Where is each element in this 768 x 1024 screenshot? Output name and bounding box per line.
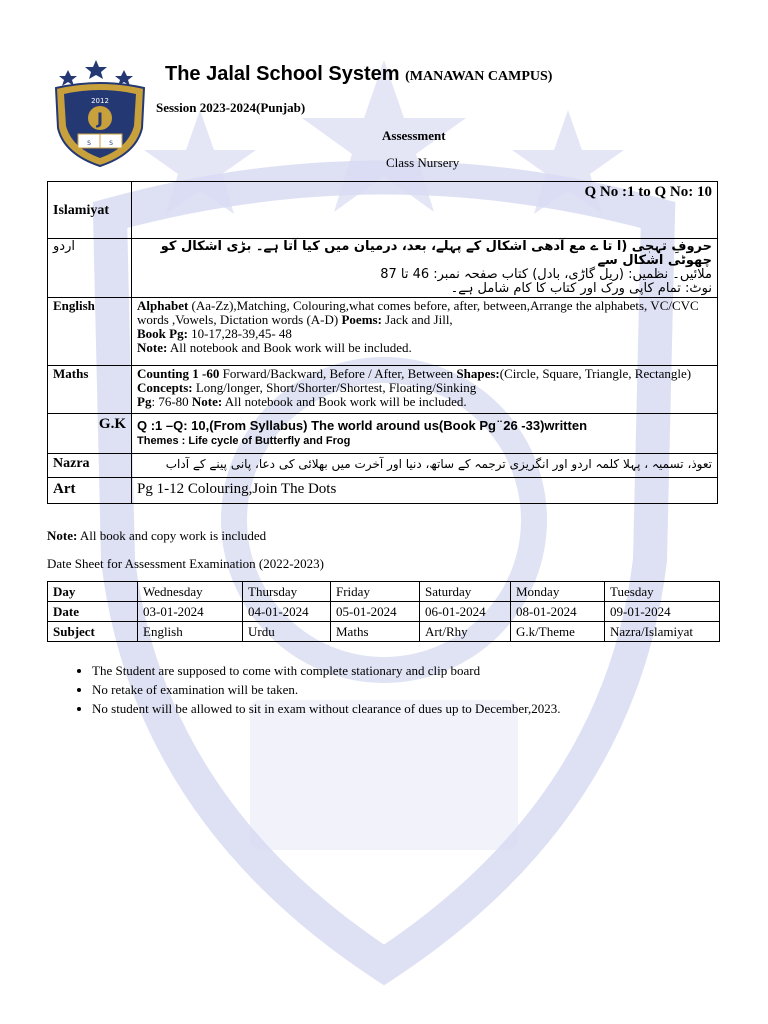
date-sheet-cell: Monday [511, 582, 605, 602]
instruction-item: • The Student are supposed to come with complete stationary and clip board [92, 661, 732, 680]
general-note-label: Note: [47, 528, 78, 543]
date-sheet-cell: Saturday [420, 582, 511, 602]
english-book-text: 10-17,28-39,45- 48 [187, 326, 292, 341]
row-art [48, 478, 718, 504]
maths-note-label: Note: [191, 394, 223, 409]
date-sheet-title: Date Sheet for Assessment Examination (2022-2023) [47, 556, 324, 571]
date-sheet-table [47, 581, 720, 642]
class-name: Class Nursery [386, 155, 460, 170]
date-sheet-cell: Tuesday [605, 582, 720, 602]
art-content: Pg 1-12 Colouring,Join The Dots [132, 478, 718, 504]
row-islamiyat [48, 182, 718, 239]
date-sheet-cell: Maths [331, 622, 420, 642]
islamiyat-content: Q No :1 to Q No: 10 [132, 182, 718, 239]
subject-english: English [48, 298, 132, 366]
date-sheet-cell: 06-01-2024 [420, 602, 511, 622]
campus-name: (MANAWAN CAMPUS) [405, 69, 553, 84]
maths-shapes-label: Shapes: [456, 366, 500, 381]
english-poems-text: Jack and Jill, [381, 312, 453, 327]
maths-note-text: All notebook and Book work will be included. [222, 394, 467, 409]
english-note-text: All notebook and Book work will be included. [167, 340, 412, 355]
syllabus-table [47, 181, 718, 504]
date-sheet-cell: 04-01-2024 [243, 602, 331, 622]
date-sheet-row-day [48, 582, 720, 602]
date-sheet-cell: Friday [331, 582, 420, 602]
urdu-line-1: حروفِ تہجی (ا تا ے مع آدھی اشکال کے پہلے، بعد، درمیان میں کیا آتا ہے۔ بڑی اشکال کو چھوٹی اشکال سے [160, 239, 712, 268]
row-english [48, 298, 718, 366]
english-content [132, 298, 718, 366]
date-sheet-cell: G.k/Theme [511, 622, 605, 642]
maths-concepts-label: Concepts: [137, 380, 193, 395]
maths-counting-text: Forward/Backward, Before / After, Between [219, 366, 457, 381]
subject-nazra: Nazra [48, 454, 132, 478]
subject-urdu: اردو [48, 239, 132, 298]
date-sheet-cell: 09-01-2024 [605, 602, 720, 622]
subject-art: Art [48, 478, 132, 504]
logo-small-letter-1: S [87, 140, 91, 147]
date-sheet-label-day: Day [48, 582, 138, 602]
subject-gk: G.K [48, 414, 132, 454]
maths-counting-label: Counting 1 -60 [137, 366, 220, 381]
date-sheet-cell: Nazra/Islamiyat [605, 622, 720, 642]
maths-shapes-text: (Circle, Square, Triangle, Rectangle) [499, 366, 692, 381]
assessment-title: Assessment [382, 128, 446, 143]
logo-small-letter-2: S [109, 140, 113, 147]
english-poems-label: Poems: [341, 312, 382, 327]
general-note [47, 528, 266, 544]
nazra-content: تعوذ، تسمیہ ، پہلا کلمہ اردو اور انگریزی ترجمہ کے ساتھ، دنیا اور آخرت میں بھلائی کی دعا، پانی پینے کے آداب [132, 454, 718, 478]
row-gk [48, 414, 718, 454]
row-urdu [48, 239, 718, 298]
maths-concepts-text: Long/longer, Short/Shorter/Shortest, Floating/Sinking [192, 380, 477, 395]
date-sheet-cell: 08-01-2024 [511, 602, 605, 622]
date-sheet-cell: Urdu [243, 622, 331, 642]
urdu-line-2: ملائیں۔ نظمیں: (ریل گاڑی، بادل) کتاب صفحہ نمبر: 46 تا 87 [380, 267, 712, 282]
session-text: Session 2023-2024(Punjab) [156, 100, 306, 115]
english-note-label: Note: [137, 340, 168, 355]
maths-pg-text: : 76-80 [151, 394, 192, 409]
date-sheet-cell: Thursday [243, 582, 331, 602]
date-sheet-cell: 03-01-2024 [138, 602, 243, 622]
date-sheet-cell: 05-01-2024 [331, 602, 420, 622]
date-sheet-label-subject: Subject [48, 622, 138, 642]
maths-content [132, 366, 718, 414]
maths-pg-label: Pg [137, 394, 152, 409]
english-alphabet-text: (Aa-Zz),Matching, Colouring,what comes before, after, between,Arrange the alphabets, VC/CVC words ,Vowels, Dictation words (A-D) [137, 298, 699, 327]
instructions-list [70, 661, 732, 718]
date-sheet-cell: English [138, 622, 243, 642]
gk-line-1: Q :1 –Q: 10,(From Syllabus) The world around us(Book Pg ̈ 26 -33)written [137, 418, 588, 433]
gk-content [132, 414, 718, 454]
general-note-text: All book and copy work is included [77, 528, 267, 543]
date-sheet-row-date [48, 602, 720, 622]
english-alphabet-label: Alphabet [137, 298, 189, 313]
date-sheet-label-date: Date [48, 602, 138, 622]
school-name [165, 63, 552, 86]
subject-maths: Maths [48, 366, 132, 414]
date-sheet-row-subject [48, 622, 720, 642]
date-sheet-cell: Wednesday [138, 582, 243, 602]
instruction-item: • No student will be allowed to sit in exam without clearance of dues up to December,2023. [92, 699, 732, 718]
gk-line-2: Themes : Life cycle of Butterfly and Frog [137, 435, 351, 447]
school-logo [50, 58, 150, 168]
english-book-label: Book Pg: [137, 326, 188, 341]
subject-islamiyat: Islamiyat [48, 182, 132, 239]
logo-year: 2012 [91, 97, 109, 105]
row-maths [48, 366, 718, 414]
school-name-text: The Jalal School System [165, 63, 400, 85]
date-sheet-cell: Art/Rhy [420, 622, 511, 642]
instruction-item: • No retake of examination will be taken. [92, 680, 732, 699]
urdu-line-3: نوٹ: تمام کاپی ورک اور کتاب کا کام شامل ہے۔ [450, 281, 712, 296]
urdu-content [132, 239, 718, 298]
logo-letter: J [97, 109, 103, 128]
row-nazra [48, 454, 718, 478]
